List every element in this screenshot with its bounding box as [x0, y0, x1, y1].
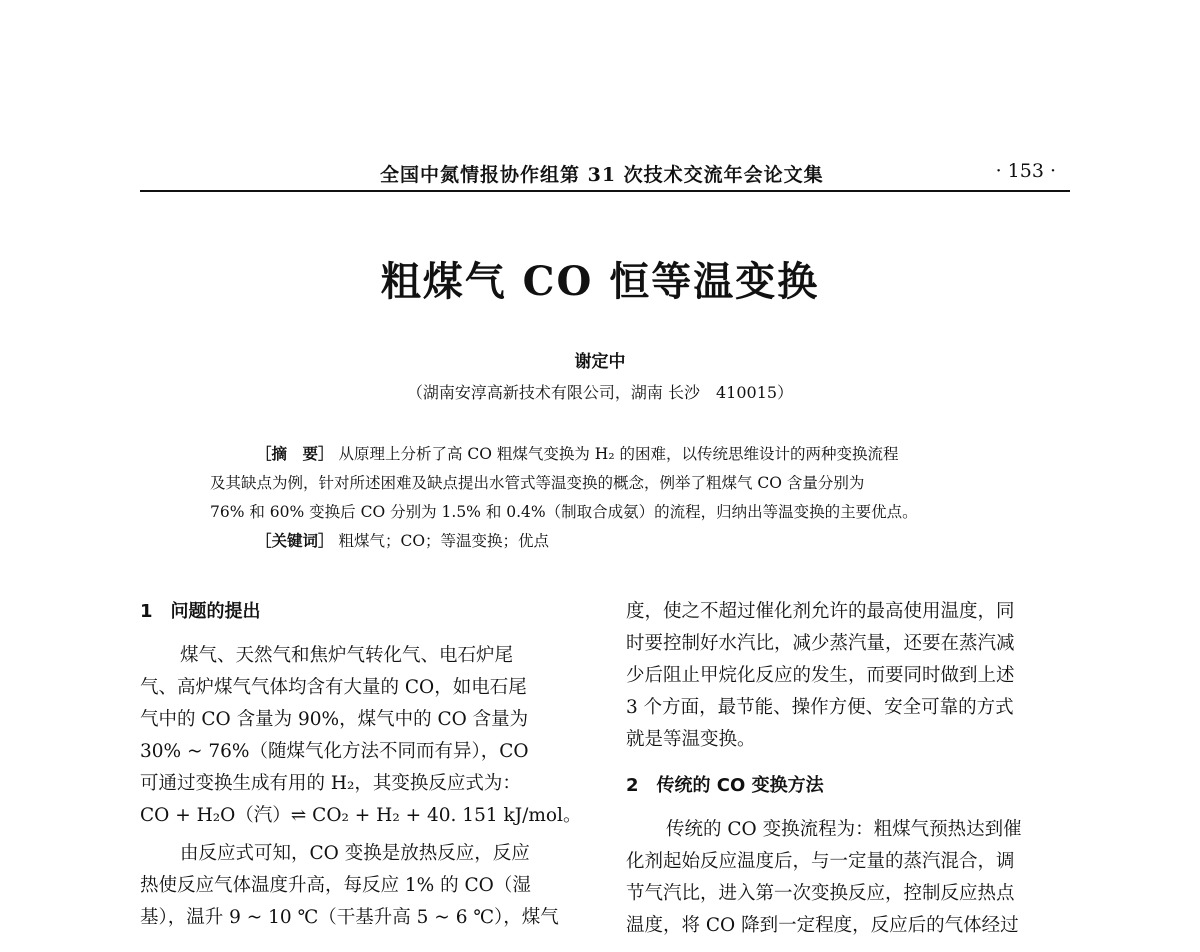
text-line: 就是等温变换。 [626, 729, 756, 750]
keywords-text: 粗煤气；CO；等温变换；优点 [338, 532, 550, 550]
section-2-heading: 2 传统的 CO 变换方法 [626, 775, 824, 796]
text-line: 30% ~ 76%（随煤气化方法不同而有异），CO [140, 741, 529, 762]
paper-title: 粗煤气 CO 恒等温变换 [380, 258, 820, 305]
section-1-heading: 1 问题的提出 [140, 601, 261, 622]
text-line: 传统的 CO 变换流程为：粗煤气预热达到催 [666, 819, 1022, 840]
text-line: 节气汽比，进入第一次变换反应，控制反应热点 [626, 883, 1015, 904]
text-line: 温度，将 CO 降到一定程度，反应后的气体经过 [626, 915, 1019, 936]
page-number: · 153 · [995, 160, 1056, 182]
text-line: 由反应式可知，CO 变换是放热反应，反应 [180, 843, 530, 864]
right-paragraph-1 [626, 596, 1071, 756]
keywords-line [210, 527, 1010, 556]
abstract-label: ［摘 要］ [256, 445, 334, 463]
text-line: 可通过变换生成有用的 H₂，其变换反应式为： [140, 773, 521, 794]
text-line: 基），温升 9 ~ 10 ℃（干基升高 5 ~ 6 ℃），煤气 [140, 907, 559, 928]
left-column [140, 596, 585, 940]
running-head [140, 160, 1070, 192]
right-paragraph-2 [626, 814, 1071, 936]
abstract-block [210, 440, 1010, 556]
text-line: 少后阻止甲烷化反应的发生，而要同时做到上述 [626, 665, 1015, 686]
text-line: 时要控制好水汽比，减少蒸汽量，还要在蒸汽减 [626, 633, 1015, 654]
text-line: 热使反应气体温度升高，每反应 1% 的 CO（湿 [140, 875, 531, 896]
text-line: 化剂起始反应温度后，与一定量的蒸汽混合，调 [626, 851, 1015, 872]
text-line: 煤气、天然气和焦炉气转化气、电石炉尾 [180, 645, 514, 666]
left-paragraph-2 [140, 838, 585, 934]
right-column [626, 596, 1071, 942]
text-line: CO + H₂O（汽）⇌ CO₂ + H₂ + 40. 151 kJ/mol。 [140, 805, 582, 826]
abstract-line-1 [210, 440, 1010, 469]
abstract-text: 从原理上分析了高 CO 粗煤气变换为 H₂ 的困难，以传统思维设计的两种变换流程 [338, 445, 899, 463]
abstract-line-2: 及其缺点为例，针对所述困难及缺点提出水管式等温变换的概念，例举了粗煤气 CO 含量分别为 [210, 474, 865, 492]
text-line: 气、高炉煤气气体均含有大量的 CO，如电石尾 [140, 677, 527, 698]
abstract-line-3: 76% 和 60% 变换后 CO 分别为 1.5% 和 0.4%（制取合成氨）的流程，归纳出等温变换的主要优点。 [210, 503, 918, 521]
keywords-label: ［关键词］ [256, 532, 334, 550]
text-line: 3 个方面，最节能、操作方便、安全可靠的方式 [626, 697, 1014, 718]
author-affiliation: （湖南安淳高新技术有限公司，湖南 长沙 410015） [406, 383, 794, 402]
left-paragraph-1 [140, 640, 585, 832]
author-name: 谢定中 [574, 352, 626, 372]
text-line: 度，使之不超过催化剂允许的最高使用温度，同 [626, 601, 1015, 622]
text-line: 气中的 CO 含量为 90%，煤气中的 CO 含量为 [140, 709, 529, 730]
running-title: 全国中氮情报协作组第 31 次技术交流年会论文集 [380, 164, 824, 186]
